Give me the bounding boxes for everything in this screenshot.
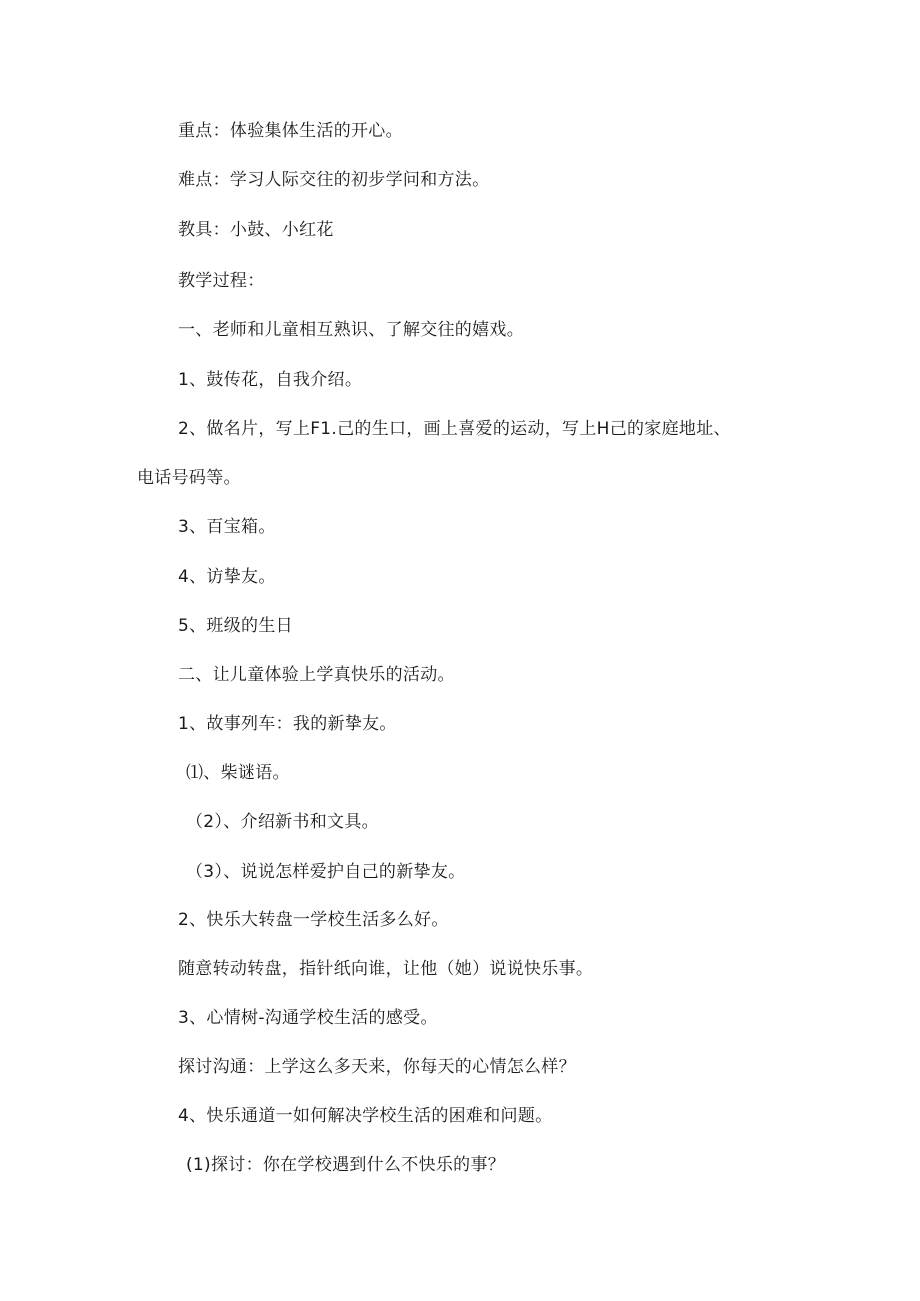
text-line-item: 2、做名片，写上F1.己的生口，画上喜爱的运动，写上H己的家庭地址、	[178, 419, 731, 439]
text-line-item: 5、班级的生日	[178, 616, 293, 636]
text-line-process-heading: 教学过程：	[178, 271, 265, 291]
text-line-item: 3、心情树-沟通学校生活的感受。	[178, 1008, 438, 1028]
text-line-subitem: (1)探讨：你在学校遇到什么不快乐的事？	[186, 1155, 506, 1175]
text-line-item: 4、快乐通道一如何解决学校生活的困难和问题。	[178, 1106, 553, 1126]
text-line-item: 4、访挚友。	[178, 567, 276, 587]
text-line-subitem: （3）、说说怎样爱护自己的新挚友。	[186, 862, 466, 882]
text-line-subitem: （2）、介绍新书和文具。	[186, 812, 379, 832]
text-line-key-point: 重点：体验集体生活的开心。	[178, 121, 403, 141]
text-line-item: 2、快乐大转盘一学校生活多么好。	[178, 910, 449, 930]
text-line-paragraph: 随意转动转盘，指针纸向谁，让他（她）说说快乐事。	[178, 959, 594, 979]
text-line-paragraph: 探讨沟通：上学这么多天来，你每天的心情怎么样？	[178, 1057, 576, 1077]
text-line-item: 3、百宝箱。	[178, 517, 276, 537]
text-line-difficulty: 难点：学习人际交往的初步学问和方法。	[178, 170, 490, 190]
text-line-teaching-aids: 教具：小鼓、小红花	[178, 220, 334, 240]
text-line-item-continuation: 电话号码等。	[137, 468, 241, 488]
text-line-item: 1、鼓传花，自我介绍。	[178, 370, 363, 390]
text-line-item: 1、故事列车：我的新挚友。	[178, 714, 397, 734]
text-line-section-one: 一、老师和儿童相互熟识、了解交往的嬉戏。	[178, 320, 524, 340]
text-line-section-two: 二、让儿童体验上学真快乐的活动。	[178, 665, 455, 685]
text-line-subitem: ⑴、柴谜语。	[186, 763, 290, 783]
